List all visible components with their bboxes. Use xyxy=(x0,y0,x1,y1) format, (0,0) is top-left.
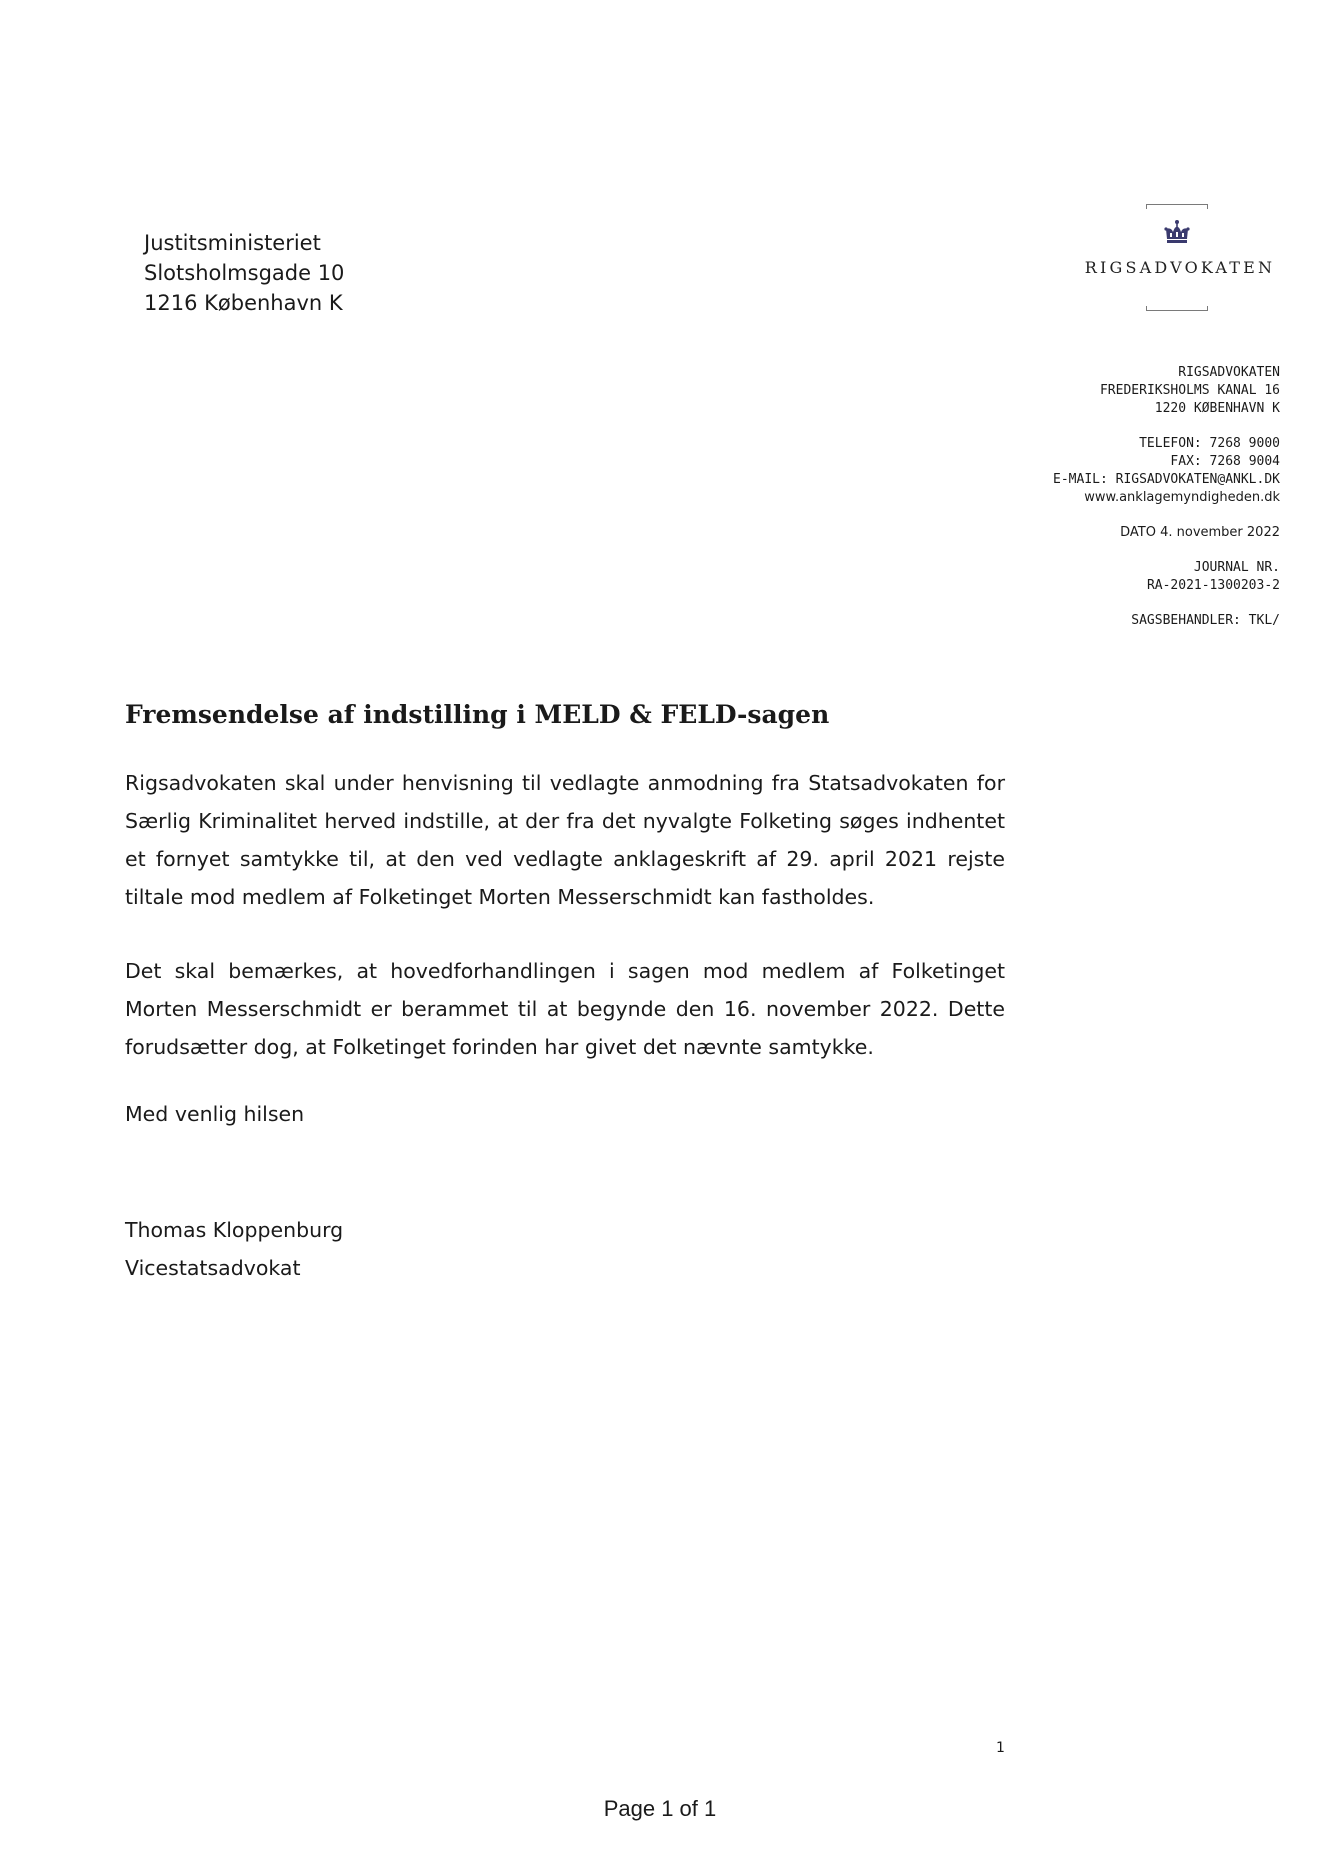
sender-info xyxy=(1053,364,1280,647)
sender-website: www.anklagemyndigheden.dk xyxy=(1084,490,1280,505)
logo-bottom-bracket xyxy=(1146,306,1208,311)
recipient-address xyxy=(144,228,344,318)
rigsadvokaten-logo xyxy=(1070,200,1290,320)
page-number: 1 xyxy=(996,1740,1005,1756)
sender-phone: TELEFON: 7268 9000 xyxy=(1139,436,1280,451)
case-officer: SAGSBEHANDLER: TKL/ xyxy=(1131,613,1280,628)
journal-number: RA-2021-1300203-2 xyxy=(1146,578,1280,593)
sender-email: E-MAIL: RIGSADVOKATEN@ANKL.DK xyxy=(1053,472,1280,487)
letter-date: DATO 4. november 2022 xyxy=(1120,525,1280,540)
closing-greeting: Med venlig hilsen xyxy=(125,1102,305,1126)
page-footer: Page 1 of 1 xyxy=(603,1796,717,1821)
sender-city: 1220 KØBENHAVN K xyxy=(1154,401,1280,416)
journal-label: JOURNAL NR. xyxy=(1193,560,1280,575)
letter-subject: Fremsendelse af indstilling i MELD & FELD-sagen xyxy=(125,700,830,729)
sender-street: FREDERIKSHOLMS KANAL 16 xyxy=(1099,383,1280,398)
crown-icon xyxy=(1163,219,1191,247)
sender-name: RIGSADVOKATEN xyxy=(1178,365,1280,380)
recipient-name: Justitsministeriet xyxy=(144,231,321,255)
recipient-city: 1216 København K xyxy=(144,291,343,315)
signatory-title: Vicestatsadvokat xyxy=(125,1256,301,1280)
signatory-name: Thomas Kloppenburg xyxy=(125,1218,344,1242)
paragraph-1: Rigsadvokaten skal under henvisning til vedlagte anmodning fra Statsadvokaten for Særlig Kriminalitet herved indstille, at der fra det nyvalgte Folketing søges indhentet et fornyet samtykke til, at den ved vedlagte anklageskrift af 29. april 2021 rejste tiltale mod medlem af Folketinget Morten Messerschmidt kan fastholdes. xyxy=(125,771,1005,909)
recipient-street: Slotsholmsgade 10 xyxy=(144,261,345,285)
paragraph-2: Det skal bemærkes, at hovedforhandlingen i sagen mod medlem af Folketinget Morten Messerschmidt er berammet til at begynde den 16. november 2022. Dette forudsætter dog, at Folketinget forinden har givet det nævnte samtykke. xyxy=(125,959,1005,1059)
logo-wordmark: RIGSADVOKATEN xyxy=(1084,258,1276,277)
logo-top-bracket xyxy=(1146,204,1208,209)
sender-fax: FAX: 7268 9004 xyxy=(1170,454,1280,469)
